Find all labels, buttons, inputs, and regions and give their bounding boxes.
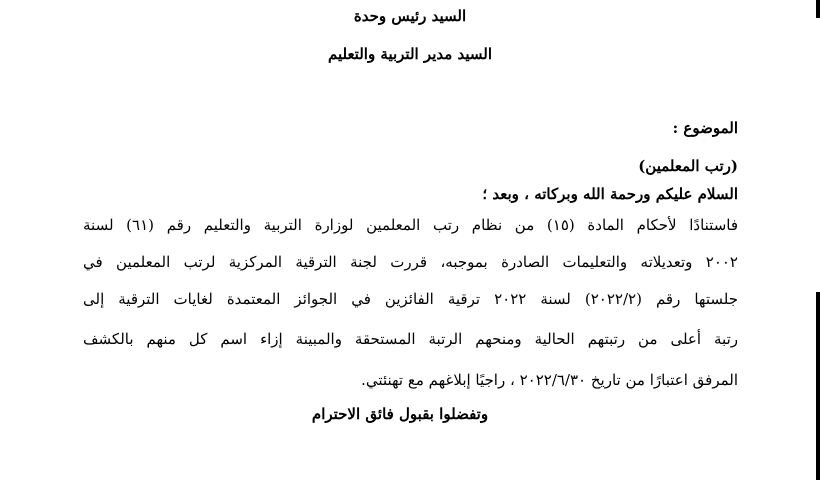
greeting-line: السلام عليكم ورحمة الله وبركاته ، وبعد ؛ (482, 185, 738, 203)
scan-edge-mark (816, 292, 820, 480)
recipient-line-1: السيد رئيس وحدة (353, 7, 467, 25)
body-line: فاستنادًا لأحكام المادة (١٥) من نظام رتب المعلمين لوزارة التربية والتعليم رقم (٦١) لسنة (83, 216, 739, 234)
recipient-line-2: السيد مدير التربية والتعليم (327, 45, 493, 63)
body-line: ٢٠٠٢ وتعديلاته والتعليمات الصادرة بموجبه، قررت لجنة الترقية المركزية لرتب المعلمين في (83, 253, 738, 271)
subject-title: (رتب المعلمين) (638, 157, 738, 175)
body-line: المرفق اعتبارًا من تاريخ ٢٠٢٢/٦/٣٠ ، راجيًا إبلاغهم مع تهنئتي. (361, 371, 738, 389)
body-line: رتبة أعلى من رتبتهم الحالية ومنحهم الرتبة المستحقة والمبينة إزاء اسم كل منهم بالكشف (83, 330, 738, 348)
body-line: جلستها رقم (٢٠٢٢/٢) لسنة ٢٠٢٢ ترقية الفائزين في الجوائز المعتمدة لغايات الترقية إلى (83, 290, 738, 308)
closing-line: وتفضلوا بقبول فائق الاحترام (311, 405, 489, 423)
subject-label: الموضوع : (672, 119, 738, 137)
